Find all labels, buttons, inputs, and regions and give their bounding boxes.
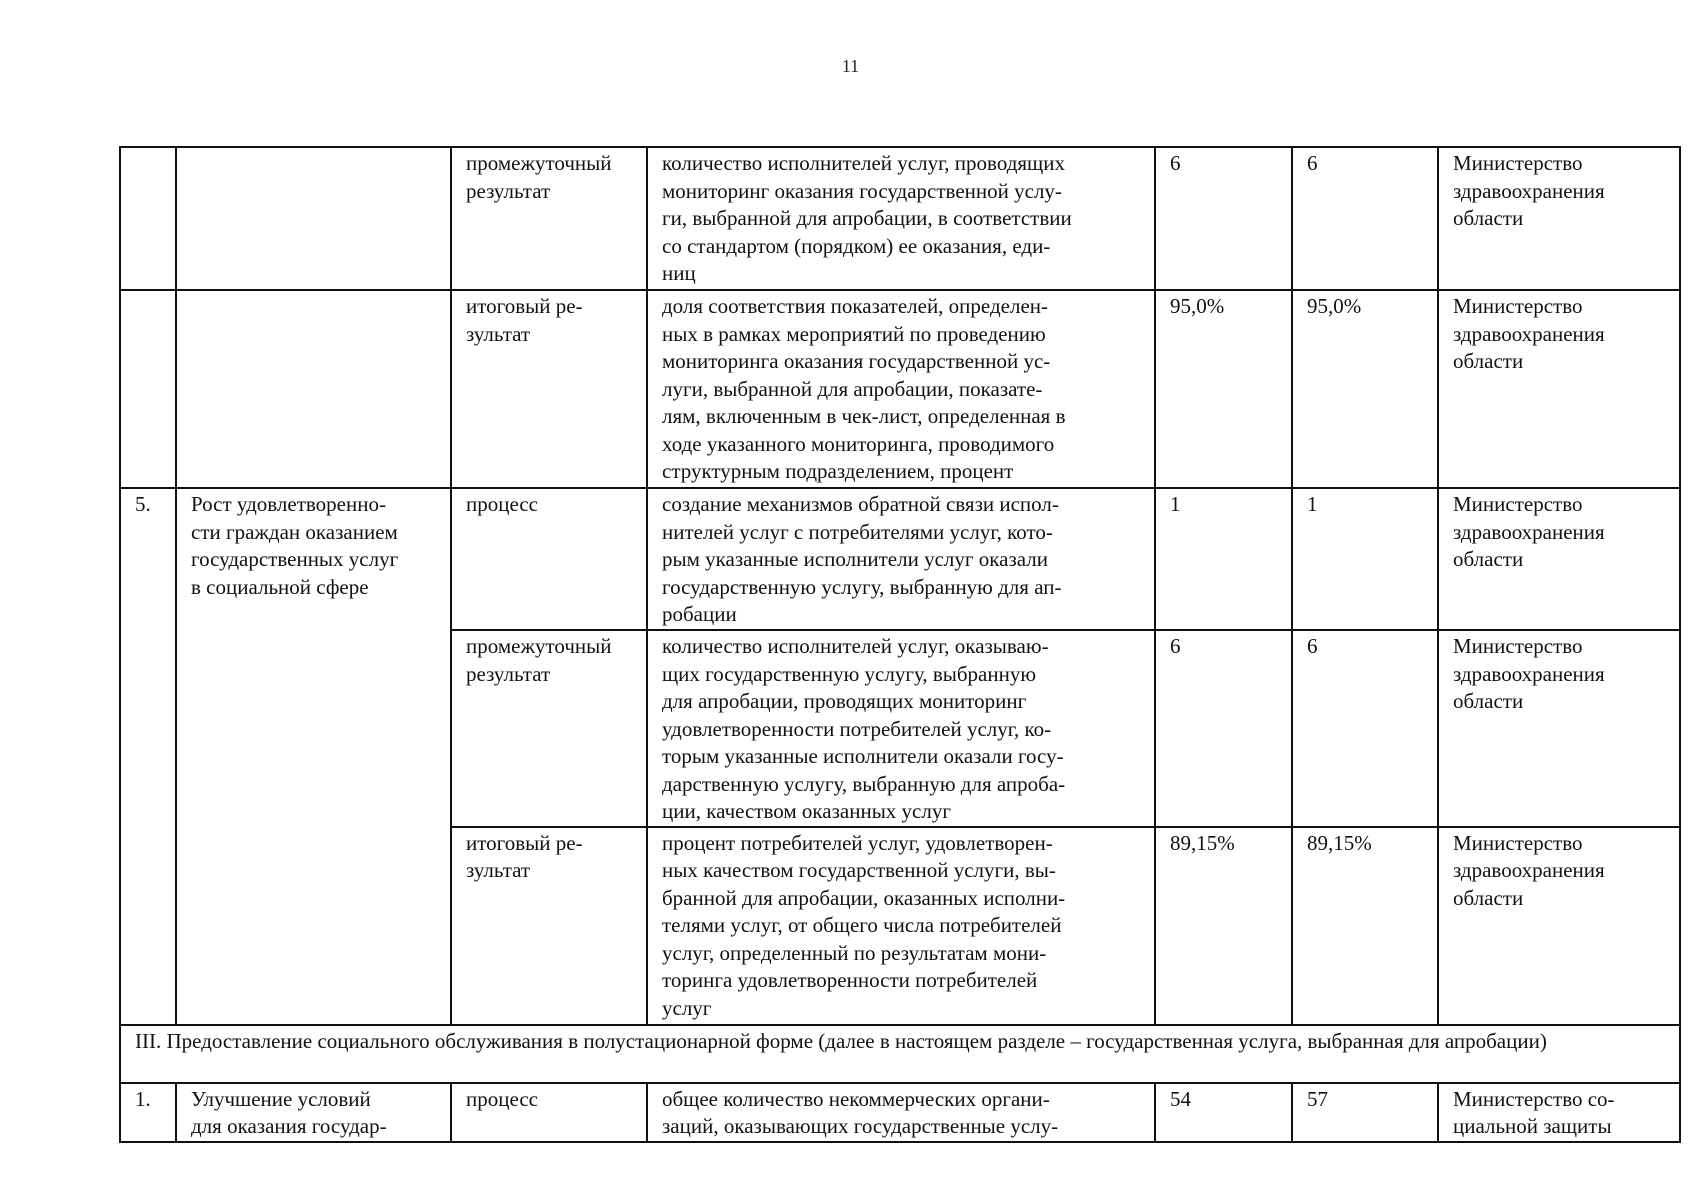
row-number-cell <box>120 290 176 488</box>
table-row <box>120 147 1680 290</box>
indicator-description-cell: общее количество некоммерческих органи- заций, оказывающих государственные услу- <box>647 1083 1155 1142</box>
value2-cell: 6 <box>1292 147 1438 290</box>
row-number-cell <box>120 147 176 290</box>
value1-cell: 89,15% <box>1155 827 1292 1025</box>
value1-cell: 54 <box>1155 1083 1292 1142</box>
page-number: 11 <box>841 56 860 76</box>
section-heading: III. Предоставление социального обслуживания в полустационарной форме (далее в настоящем разделе – государственная услуга, выбранная для апробации) <box>120 1025 1680 1083</box>
indicator-description-cell: доля соответствия показателей, определен- ных в рамках мероприятий по проведению мониторинга оказания государственной ус- луги, выбранной для апробации, показате- лям, включенным в чек-лист, определенная в ходе указанного мониторинга, проводимого структурным подразделением, процент <box>647 290 1155 488</box>
table-row <box>120 290 1680 488</box>
responsible-cell: Министерство здравоохранения области <box>1438 827 1680 1025</box>
indicator-description-cell: процент потребителей услуг, удовлетворен- ных качеством государственной услуги, вы- бранной для апробации, оказанных исполни- телями услуг, от общего числа потребителей услуг, определенный по результатам мони- торинга удовлетворенности потребителей услуг <box>647 827 1155 1025</box>
value2-cell: 1 <box>1292 488 1438 630</box>
row-number-cell: 5. <box>120 488 176 1025</box>
goal-cell: Улучшение условий для оказания государ- <box>176 1083 451 1142</box>
indicator-type-cell: промежуточный результат <box>451 147 647 290</box>
table-row <box>120 488 1680 630</box>
responsible-cell: Министерство здравоохранения области <box>1438 290 1680 488</box>
row-number-cell: 1. <box>120 1083 176 1142</box>
indicator-description-cell: количество исполнителей услуг, оказываю- щих государственную услугу, выбранную для апробации, проводящих мониторинг удовлетворенности потребителей услуг, ко- торым указанные исполнители оказали госу- дарственную услугу, выбранную для апроба- ции, качеством оказанных услуг <box>647 630 1155 827</box>
table-row <box>120 1083 1680 1142</box>
indicator-type-cell: итоговый ре- зультат <box>451 827 647 1025</box>
value1-cell: 6 <box>1155 147 1292 290</box>
indicator-description-cell: создание механизмов обратной связи испол- нителей услуг с потребителями услуг, кото- рым указанные исполнители услуг оказали государственную услугу, выбранную для ап- робации <box>647 488 1155 630</box>
value2-cell: 57 <box>1292 1083 1438 1142</box>
value1-cell: 95,0% <box>1155 290 1292 488</box>
responsible-cell: Министерство здравоохранения области <box>1438 488 1680 630</box>
indicator-description-cell: количество исполнителей услуг, проводящих мониторинг оказания государственной услу- ги, выбранной для апробации, в соответствии со стандартом (порядком) ее оказания, еди- ниц <box>647 147 1155 290</box>
goal-cell <box>176 147 451 290</box>
value2-cell: 89,15% <box>1292 827 1438 1025</box>
value1-cell: 1 <box>1155 488 1292 630</box>
indicator-type-cell: итоговый ре- зультат <box>451 290 647 488</box>
indicators-table <box>119 146 1681 1143</box>
indicator-type-cell: процесс <box>451 488 647 630</box>
indicator-type-cell: промежуточный результат <box>451 630 647 827</box>
goal-cell <box>176 290 451 488</box>
indicator-type-cell: процесс <box>451 1083 647 1142</box>
value2-cell: 95,0% <box>1292 290 1438 488</box>
goal-cell: Рост удовлетворенно- сти граждан оказанием государственных услуг в социальной сфере <box>176 488 451 1025</box>
value2-cell: 6 <box>1292 630 1438 827</box>
section-heading-row <box>120 1025 1680 1083</box>
responsible-cell: Министерство здравоохранения области <box>1438 147 1680 290</box>
value1-cell: 6 <box>1155 630 1292 827</box>
responsible-cell: Министерство со- циальной защиты <box>1438 1083 1680 1142</box>
responsible-cell: Министерство здравоохранения области <box>1438 630 1680 827</box>
